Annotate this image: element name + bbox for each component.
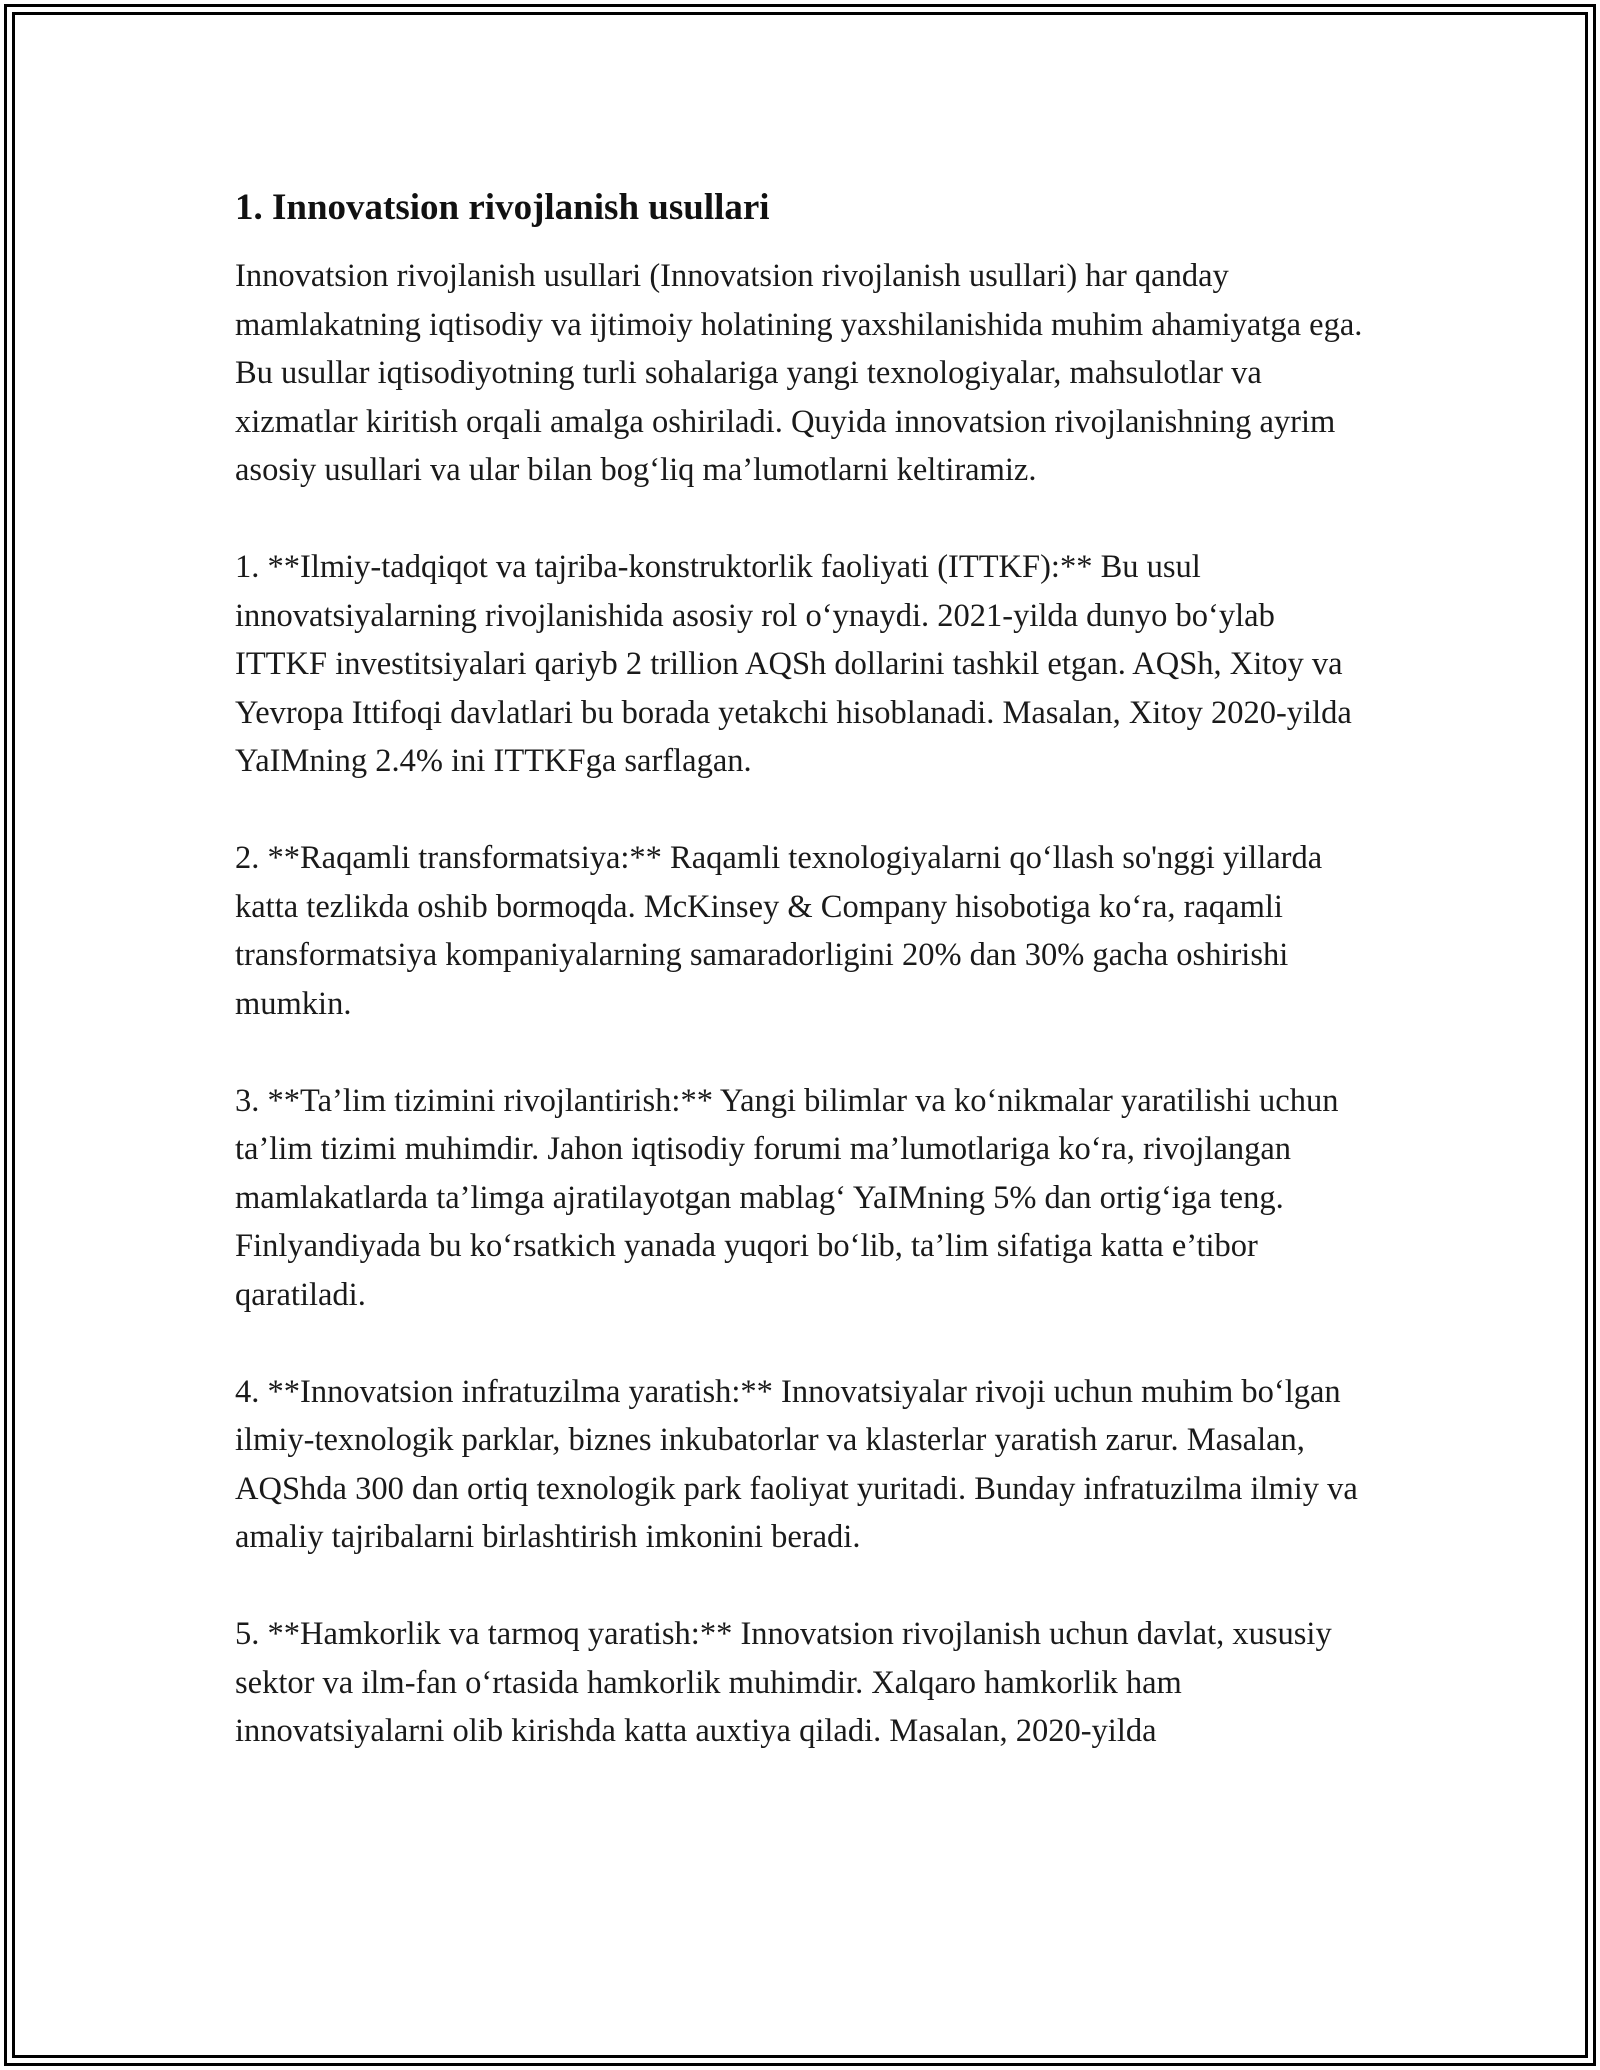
paragraph-cooperation-network: 5. **Hamkorlik va tarmoq yaratish:** Innovatsion rivojlanish uchun davlat, xususiy sektor va ilm-fan o‘rtasida hamkorlik muhimdir. Xalqaro hamkorlik ham innovatsiyalarni olib kirishda katta auxtiya qiladi. Masalan, 2020-yilda: [235, 1616, 1332, 1749]
section-title: 1. Innovatsion rivojlanish usullari: [235, 187, 770, 228]
paragraph-innovation-infrastructure: 4. **Innovatsion infratuzilma yaratish:** Innovatsiyalar rivoji uchun muhim bo‘lgan ilmiy-texnologik parklar, biznes inkubatorlar va klasterlar yaratish zarur. Masalan, AQShda 300 dan ortiq texnologik park faoliyat yuritadi. Bunday infratuzilma ilmiy va amaliy tajribalarni birlashtirish imkonini beradi.: [235, 1373, 1358, 1555]
intro-paragraph: Innovatsion rivojlanish usullari (Innovatsion rivojlanish usullari) har qanday mamlakatning iqtisodiy va ijtimoiy holatining yaxshilanishida muhim ahamiyatga ega. Bu usullar iqtisodiyotning turli sohalariga yangi texnologiyalar, mahsulotlar va xizmatlar kiritish orqali amalga oshiriladi. Quyida innovatsion rivojlanishning ayrim asosiy usullari va ular bilan bog‘liq ma’lumotlarni keltiramiz.: [235, 258, 1363, 488]
paragraph-education-system: 3. **Ta’lim tizimini rivojlantirish:** Yangi bilimlar va ko‘nikmalar yaratilishi uchun ta’lim tizimi muhimdir. Jahon iqtisodiy forumi ma’lumotlariga ko‘ra, rivojlangan mamlakatlarda ta’limga ajratilayotgan mablag‘ YaIMning 5% dan ortig‘iga teng. Finlyandiyada bu ko‘rsatkich yanada yuqori bo‘lib, ta’lim sifatiga katta e’tibor qaratiladi.: [235, 1082, 1339, 1313]
paragraph-rd-activity: 1. **Ilmiy-tadqiqot va tajriba-konstruktorlik faoliyati (ITTKF):** Bu usul innovatsiyalarning rivojlanishida asosiy rol o‘ynaydi. 2021-yilda dunyo bo‘ylab ITTKF investitsiyalari qariyb 2 trillion AQSh dollarini tashkil etgan. AQSh, Xitoy va Yevropa Ittifoqi davlatlari bu borada yetakchi hisoblanadi. Masalan, Xitoy 2020-yilda YaIMning 2.4% ini ITTKFga sarflagan.: [235, 549, 1352, 779]
document-body: [235, 184, 1375, 1804]
paragraph-digital-transformation: 2. **Raqamli transformatsiya:** Raqamli texnologiyalarni qo‘llash so'nggi yillarda katta tezlikda oshib bormoqda. McKinsey & Company hisobotiga ko‘ra, raqamli transformatsiya kompaniyalarning samaradorligini 20% dan 30% gacha oshirishi mumkin.: [235, 840, 1323, 1022]
